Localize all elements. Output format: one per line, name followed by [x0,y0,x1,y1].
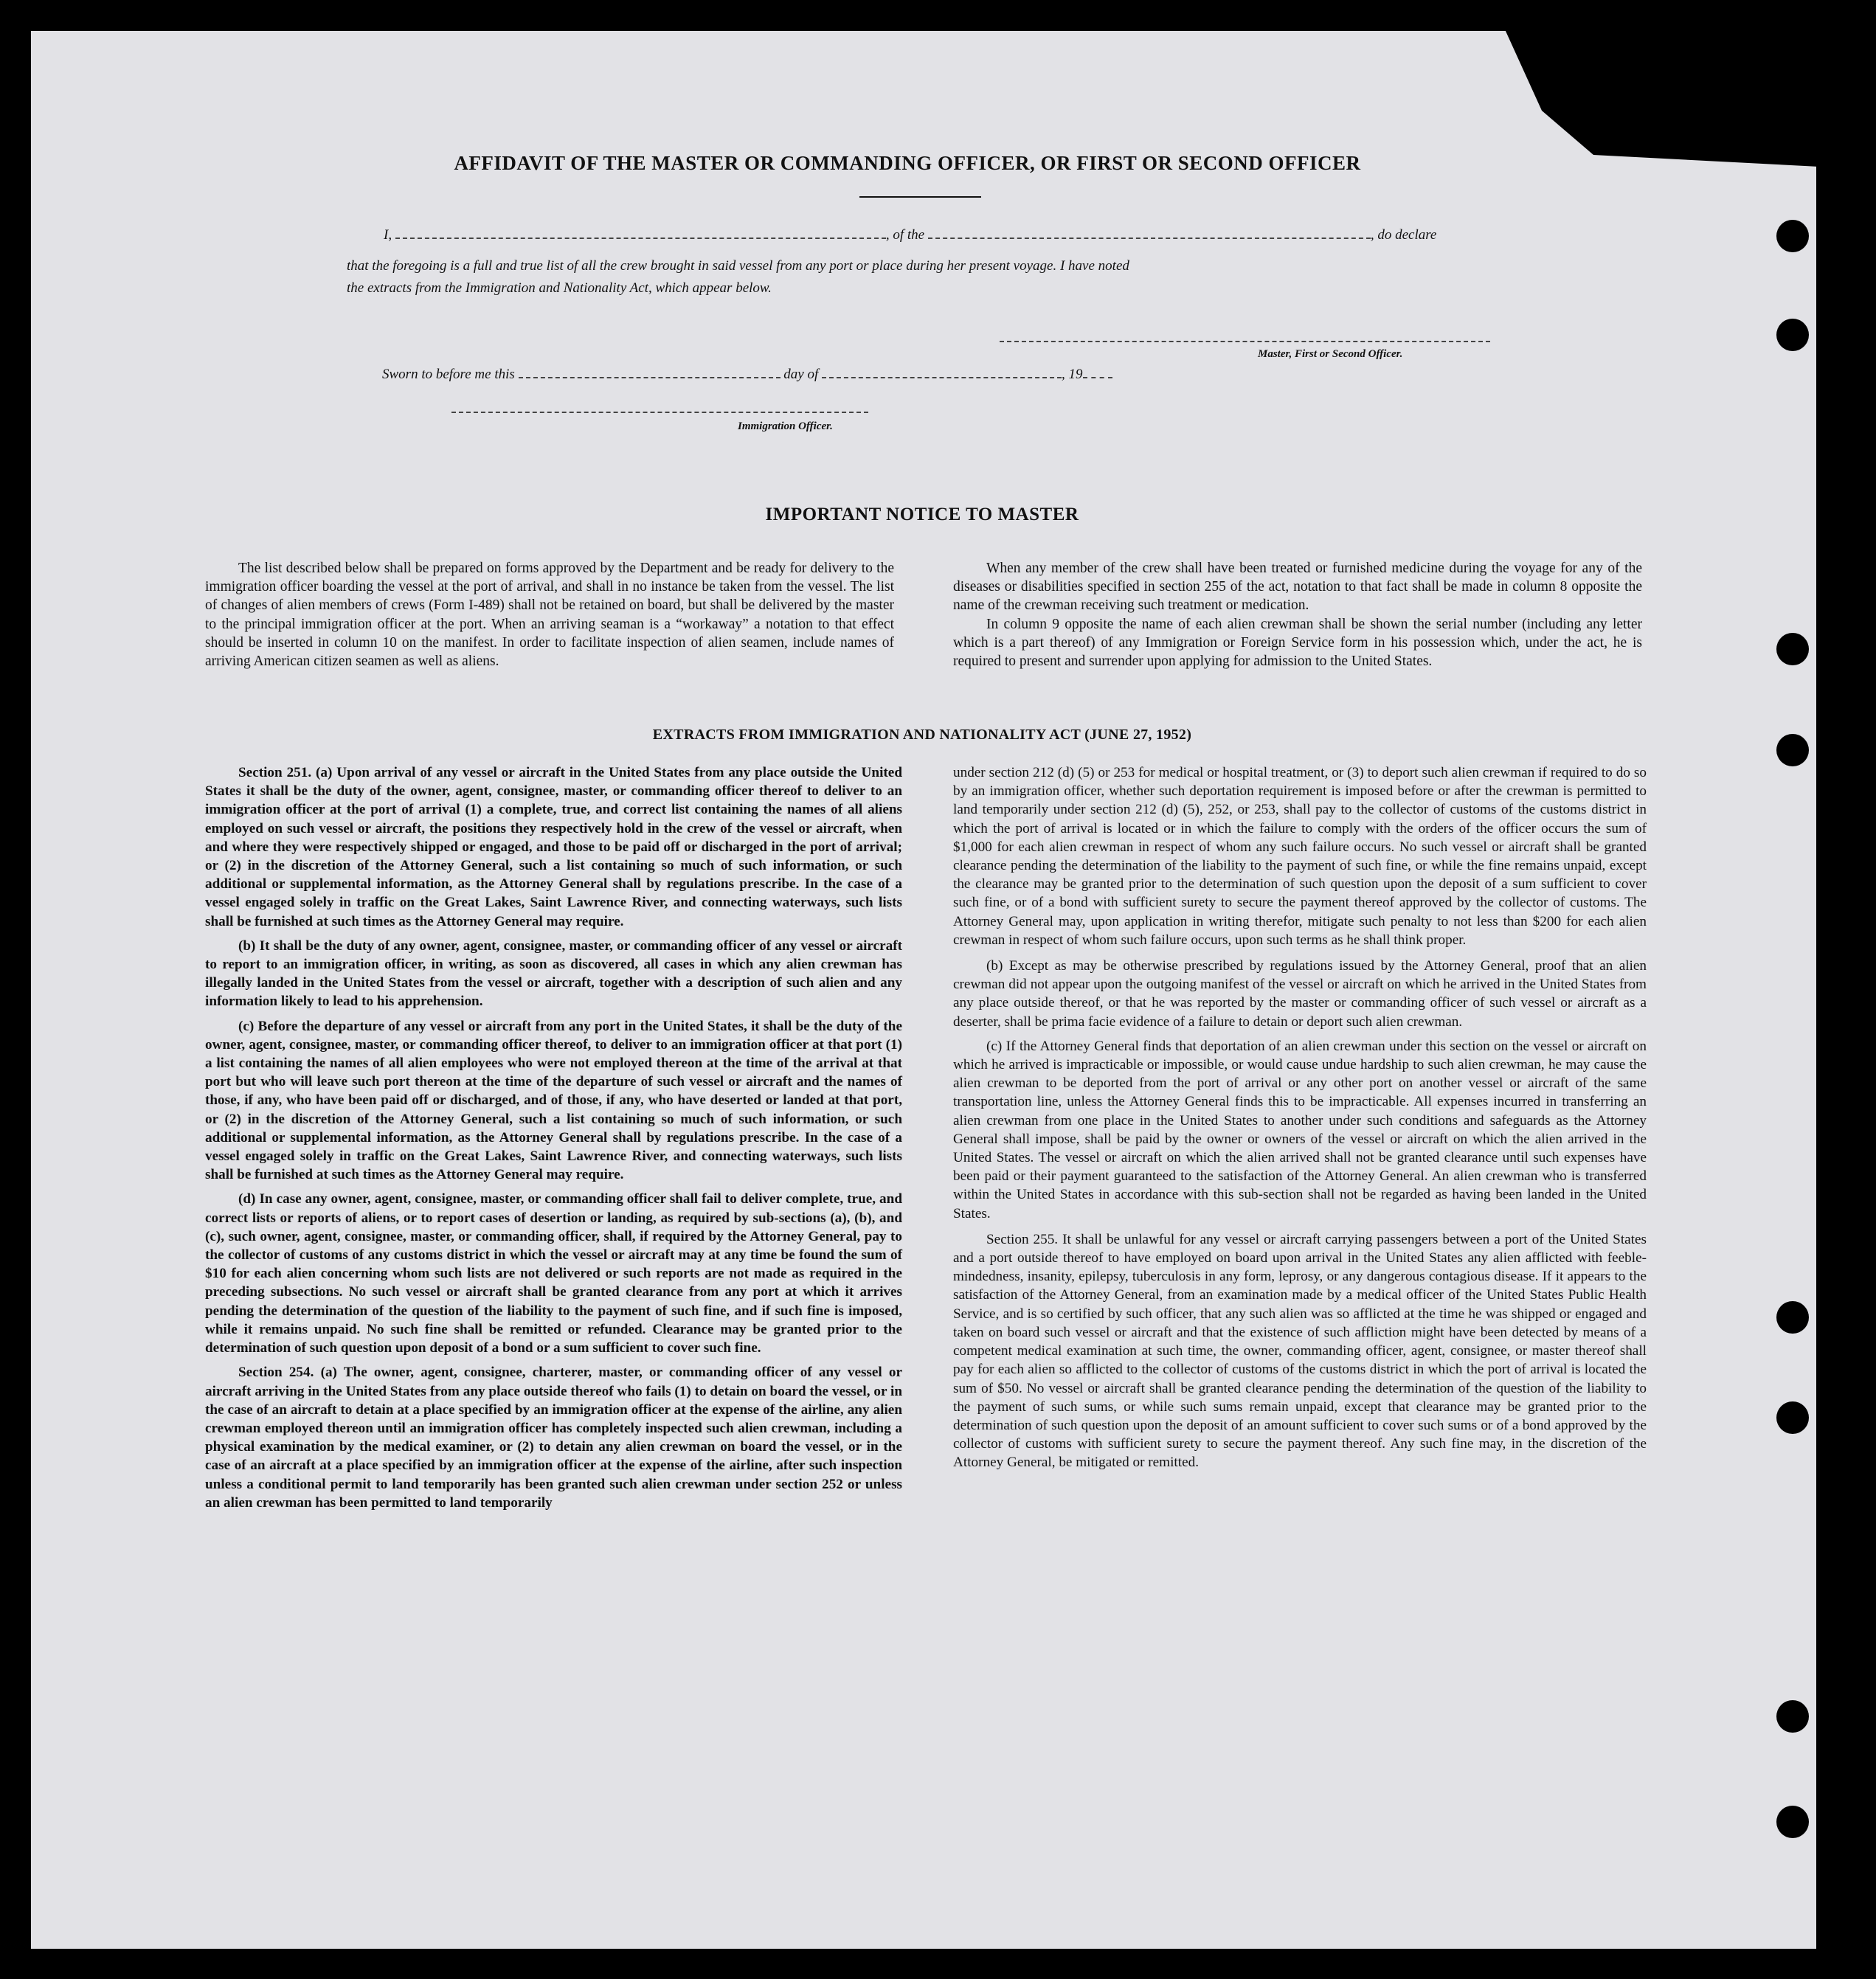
declaration-line-1 [384,227,1436,243]
act-paragraph: (b) Except as may be otherwise prescribed by regulations issued by the Attorney General, proof that an alien crewman did not appear upon the outgoing manifest of the vessel or aircraft on which he arrived in the United States from any place outside thereof, or that he was reported by the master or commanding officer of such vessel or aircraft as a deserter, shall be prima facie evidence of a failure to detain or deport such alien crewman. [953,958,1647,1030]
label-do-declare: , do declare [1370,227,1437,243]
affidavit-title: AFFIDAVIT OF THE MASTER OR COMMANDING OFFICER, OR FIRST OR SECOND OFFICER [454,152,1361,174]
punch-hole [1776,633,1809,665]
master-signature-line[interactable] [1000,341,1490,342]
label-sworn: Sworn to before me this [382,367,515,382]
punch-hole [1776,1301,1809,1334]
label-year: , 19 [1062,367,1083,382]
act-paragraph: Section 251. (a) Upon arrival of any vessel or aircraft in the United States from any place outside the United States it shall be the duty of the owner, agent, consignee, master, or commanding officer thereof to deliver to an immigration officer at the port of arrival (1) a complete, true, and correct list containing the names of all aliens employed on such vessel or aircraft, the positions they respectively hold in the crew of the vessel or aircraft, when and where they were respectively shipped or engaged, and those to be paid off or discharged in the port of arrival; or (2) in the discretion of the Attorney General, such a list containing so much of such information, or such additional or supplemental information, as the Attorney General shall by regulations prescribe. In the case of a vessel engaged solely in traffic on the Great Lakes, Saint Lawrence River, and connecting waterways, such lists shall be furnished at such times as the Attorney General may require. [205,765,902,929]
punch-hole [1776,734,1809,766]
declaration-line-2: that the foregoing is a full and true list of all the crew brought in said vessel from any port or place during her present voyage. I have noted [347,258,1129,274]
act-paragraph: (d) In case any owner, agent, consignee, master, or commanding officer shall fail to deliver complete, true, and correct lists or reports of aliens, or to report cases of desertion or landing, as required by sub-sections (a), (b), and (c), such owner, agent, consignee, master, or commanding officer, shall, if required by the Attorney General, pay to the collector of customs of any customs district in which the vessel or aircraft may at any time be found the sum of $10 for each alien concerning whom such lists are not delivered or such reports are not made as required in the preceding subsections. No such vessel or aircraft shall be granted clearance from any port at which it arrives pending the determination of the question of the liability to the payment of such fine, and if such fine is imposed, while it remains unpaid. No such fine shall be remitted or refunded. Clearance may be granted prior to the determination of such question upon deposit of a bond or a sum sufficient to cover such fine. [205,1191,902,1356]
act-paragraph: (c) If the Attorney General finds that deportation of an alien crewman under this section on the vessel or aircraft on which he arrived is impracticable or impossible, or would cause undue hardship to such alien crewman, he may cause the alien crewman to be deported from the port of arrival or any other port on another vessel or aircraft of the same transportation line, unless the Attorney General finds this to be impracticable. All expenses incurred in transferring an alien crewman from one place in the United States to another under such conditions and safeguards as the Attorney General shall impose, shall be paid by the owner or owners of the vessel or aircraft on which the alien arrived in the United States. The vessel or aircraft on which the alien arrived shall not be granted clearance until such expenses have been paid or their payment guaranteed to the satisfaction of the Attorney General. An alien crewman who is transferred within the United States in accordance with this sub-section shall not be regarded as having been landed in the United States. [953,1038,1647,1221]
punch-hole [1776,1700,1809,1733]
punch-hole [1776,220,1809,252]
sworn-year-blank[interactable] [1083,367,1112,378]
name-blank[interactable] [395,227,886,239]
punch-hole [1776,1806,1809,1838]
extracts-title: EXTRACTS FROM IMMIGRATION AND NATIONALITY ACT (JUNE 27, 1952) [652,727,1192,743]
sworn-day-blank[interactable] [519,367,780,378]
label-i: I, [384,227,392,243]
declaration-line-3: the extracts from the Immigration and Nationality Act, which appear below. [347,280,772,296]
officer-signature-line[interactable] [451,412,868,413]
master-caption: Master, First or Second Officer. [1258,348,1403,360]
extracts-right-column [953,763,1647,1478]
notice-paragraph: In column 9 opposite the name of each alien crewman shall be shown the serial number (including any letter which is a part thereof) of any Immigration or Foreign Service form in his possession which, under the act, he is required to present and surrender upon applying for admission to the United States. [953,616,1642,670]
act-paragraph: (c) Before the departure of any vessel or aircraft from any port in the United States, it shall be the duty of the owner, agent, consignee, master, or commanding officer thereof, to deliver to an immigration officer at that port (1) a list containing the names of all alien employees who were not employed thereon at the time of the arrival at that port but who will leave such port thereon at the time of the departure of such vessel or aircraft and the names of those, if any, who have been paid off or discharged, and of those, if any, who have deserted or landed at that port, or (2) in the discretion of the Attorney General, such a list containing so much of such information, or such additional or supplemental information, as the Attorney General shall by regulations prescribe. In the case of a vessel engaged solely in traffic on the Great Lakes, Saint Lawrence River, and connecting waterways, such lists shall be furnished at such times as the Attorney General may require. [205,1018,902,1183]
act-paragraph: under section 212 (d) (5) or 253 for medical or hospital treatment, or (3) to deport such alien crewman if required to do so by an immigration officer, whether such deportation requirement is imposed before or after the crewman is permitted to land temporarily under section 212 (d) (5), 252, or 253, shall pay to the collector of customs of the customs district in which the port of arrival is located or in which the failure to comply with the orders of the officer occurs the sum of $1,000 for each alien crewman in respect of whom any such failure occurs. No such vessel or aircraft shall be granted clearance pending the determination of the liability to the payment of such fine, or while the fine remains unpaid, except the clearance may be granted prior to the determination of such question upon the deposit of a sum sufficient to cover such fine, or of a bond with sufficient surety to secure the payment thereof approved by the collector of customs. The Attorney General may, upon application in writing therefor, mitigate such penalty to not less than $200 for each alien crewman in respect of whom such failure occurs, upon such terms as he shall think proper. [953,765,1647,948]
act-paragraph: Section 255. It shall be unlawful for any vessel or aircraft carrying passengers between a port of the United States and a port outside thereof to have employed on board upon arrival in the United States any alien afflicted with feeble-mindedness, insanity, epilepsy, tuberculosis in any form, leprosy, or any dangerous contagious disease. If it appears to the satisfaction of the Attorney General, from an examination made by a medical officer of the United States Public Health Service, and is so certified by such officer, that any such alien was so afflicted at the time he was shipped or engaged and taken on board such vessel or aircraft and that the existence of such affliction might have been detected by means of a competent medical examination at such time, the owner, commanding officer, agent, consignee, or master thereof shall pay for each alien so afflicted to the collector of customs of the customs district in which the port of arrival is located the sum of $50. No vessel or aircraft shall be granted clearance pending the determination of the question of the liability to the payment of such sums, or while such sums remain unpaid, except that clearance may be granted prior to the determination of such question upon the deposit of an amount sufficient to cover such sums or of a bond approved by the collector of customs with sufficient surety to secure the payment thereof. Any such fine may, in the discretion of the Attorney General, be mitigated or remitted. [953,1231,1647,1471]
vessel-blank[interactable] [928,227,1371,239]
notice-paragraph: When any member of the crew shall have been treated or furnished medicine during the voyage for any of the diseases or disabilities specified in section 255 of the act, notation to that fact shall be made in column 8 opposite the name of the crewman receiving such treatment or medication. [953,561,1642,614]
notice-right-column [953,559,1642,676]
notice-left-column [205,559,894,676]
act-paragraph: (b) It shall be the duty of any owner, agent, consignee, master, or commanding officer of any vessel or aircraft to report to an immigration officer, in writing, as soon as discovered, all cases in which any alien crewman has illegally landed in the United States from the vessel or aircraft, together with a description of such alien and any information likely to lead to his apprehension. [205,937,902,1010]
notice-paragraph: The list described below shall be prepared on forms approved by the Department and be ready for delivery to the immigration officer boarding the vessel at the port of arrival, and shall in no instance be taken from the vessel. The list of changes of alien members of crews (Form I-489) shall not be retained on board, but shall be delivered by the master to the principal immigration officer at the port. When an arriving seaman is a “workaway” a notation to that effect should be inserted in column 10 on the manifest. In order to facilitate inspection of alien seamen, include names of arriving American citizen seamen as well as aliens. [205,561,894,670]
title-underline [859,196,981,198]
punch-hole [1776,1401,1809,1434]
officer-caption: Immigration Officer. [738,420,833,432]
sworn-month-blank[interactable] [822,367,1062,378]
punch-hole [1776,319,1809,351]
label-of-the: , of the [885,227,925,243]
notice-title: IMPORTANT NOTICE TO MASTER [765,505,1079,524]
label-day-of: day of [783,367,819,382]
act-paragraph: Section 254. (a) The owner, agent, consignee, charterer, master, or commanding officer of any vessel or aircraft arriving in the United States from any place outside thereof who fails (1) to detain on board the vessel, or in the case of an aircraft to detain at a place specified by an immigration officer at the expense of the airline, any alien crewman employed thereon until an immigration officer has completely inspected such alien crewman, including a physical examination by the medical examiner, or (2) to detain any alien crewman on board the vessel, or in the case of an aircraft at a place specified by an immigration officer at the expense of the airline, after such inspection unless a conditional permit to land temporarily has been granted such alien crewman under section 252 or unless an alien crewman has been permitted to land temporarily [205,1365,902,1511]
sworn-line [382,367,1112,383]
extracts-left-column [205,763,902,1518]
